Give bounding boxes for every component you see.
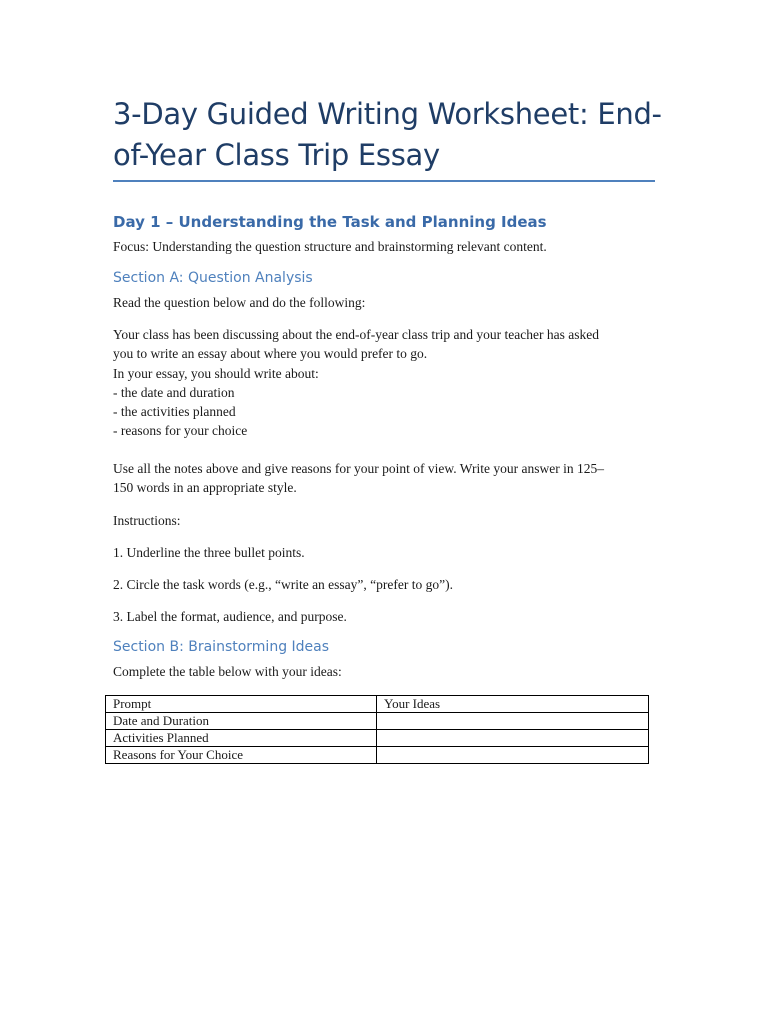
section-b-heading: Section B: Brainstorming Ideas: [113, 639, 330, 655]
section-a-heading: Section A: Question Analysis: [113, 270, 313, 286]
title-underline: [113, 180, 655, 182]
question-line: - the activities planned: [113, 404, 236, 420]
ideas-cell[interactable]: [377, 713, 649, 730]
instruction-step-1: 1. Underline the three bullet points.: [113, 545, 305, 560]
prompt-cell: Reasons for Your Choice: [106, 747, 377, 764]
title-line-2: of-Year Class Trip Essay: [113, 138, 440, 172]
header-cell-ideas: Your Ideas: [377, 696, 649, 713]
title-line-1: 3-Day Guided Writing Worksheet: End-: [113, 97, 662, 131]
table-header-row: [106, 696, 649, 713]
day1-focus: Focus: Understanding the question structure and brainstorming relevant content.: [113, 239, 547, 254]
question-line: - the date and duration: [113, 384, 235, 400]
section-b-intro: Complete the table below with your ideas:: [113, 664, 342, 679]
day1-heading: Day 1 – Understanding the Task and Planning Ideas: [113, 213, 547, 231]
notes-paragraph: [113, 459, 658, 498]
header-cell-prompt: Prompt: [106, 696, 377, 713]
document-title: [113, 94, 673, 176]
table-row: [106, 747, 649, 764]
prompt-cell: Date and Duration: [106, 713, 377, 730]
brainstorm-table: [105, 695, 649, 764]
section-a-intro: Read the question below and do the following:: [113, 295, 366, 310]
question-line: Your class has been discussing about the end-of-year class trip and your teacher has asked: [113, 327, 599, 342]
prompt-cell: Activities Planned: [106, 730, 377, 747]
question-line: - reasons for your choice: [113, 423, 248, 439]
ideas-cell[interactable]: [377, 747, 649, 764]
question-line: you to write an essay about where you would prefer to go.: [113, 346, 428, 362]
ideas-cell[interactable]: [377, 730, 649, 747]
notes-line: 150 words in an appropriate style.: [113, 480, 297, 496]
table-row: [106, 713, 649, 730]
instruction-step-2: 2. Circle the task words (e.g., “write an essay”, “prefer to go”).: [113, 577, 453, 592]
instructions-label: Instructions:: [113, 513, 181, 528]
table-row: [106, 730, 649, 747]
notes-line: Use all the notes above and give reasons for your point of view. Write your answer in 125–: [113, 461, 604, 476]
question-prompt: [113, 325, 658, 441]
instruction-step-3: 3. Label the format, audience, and purpose.: [113, 609, 347, 624]
question-line: In your essay, you should write about:: [113, 365, 319, 381]
